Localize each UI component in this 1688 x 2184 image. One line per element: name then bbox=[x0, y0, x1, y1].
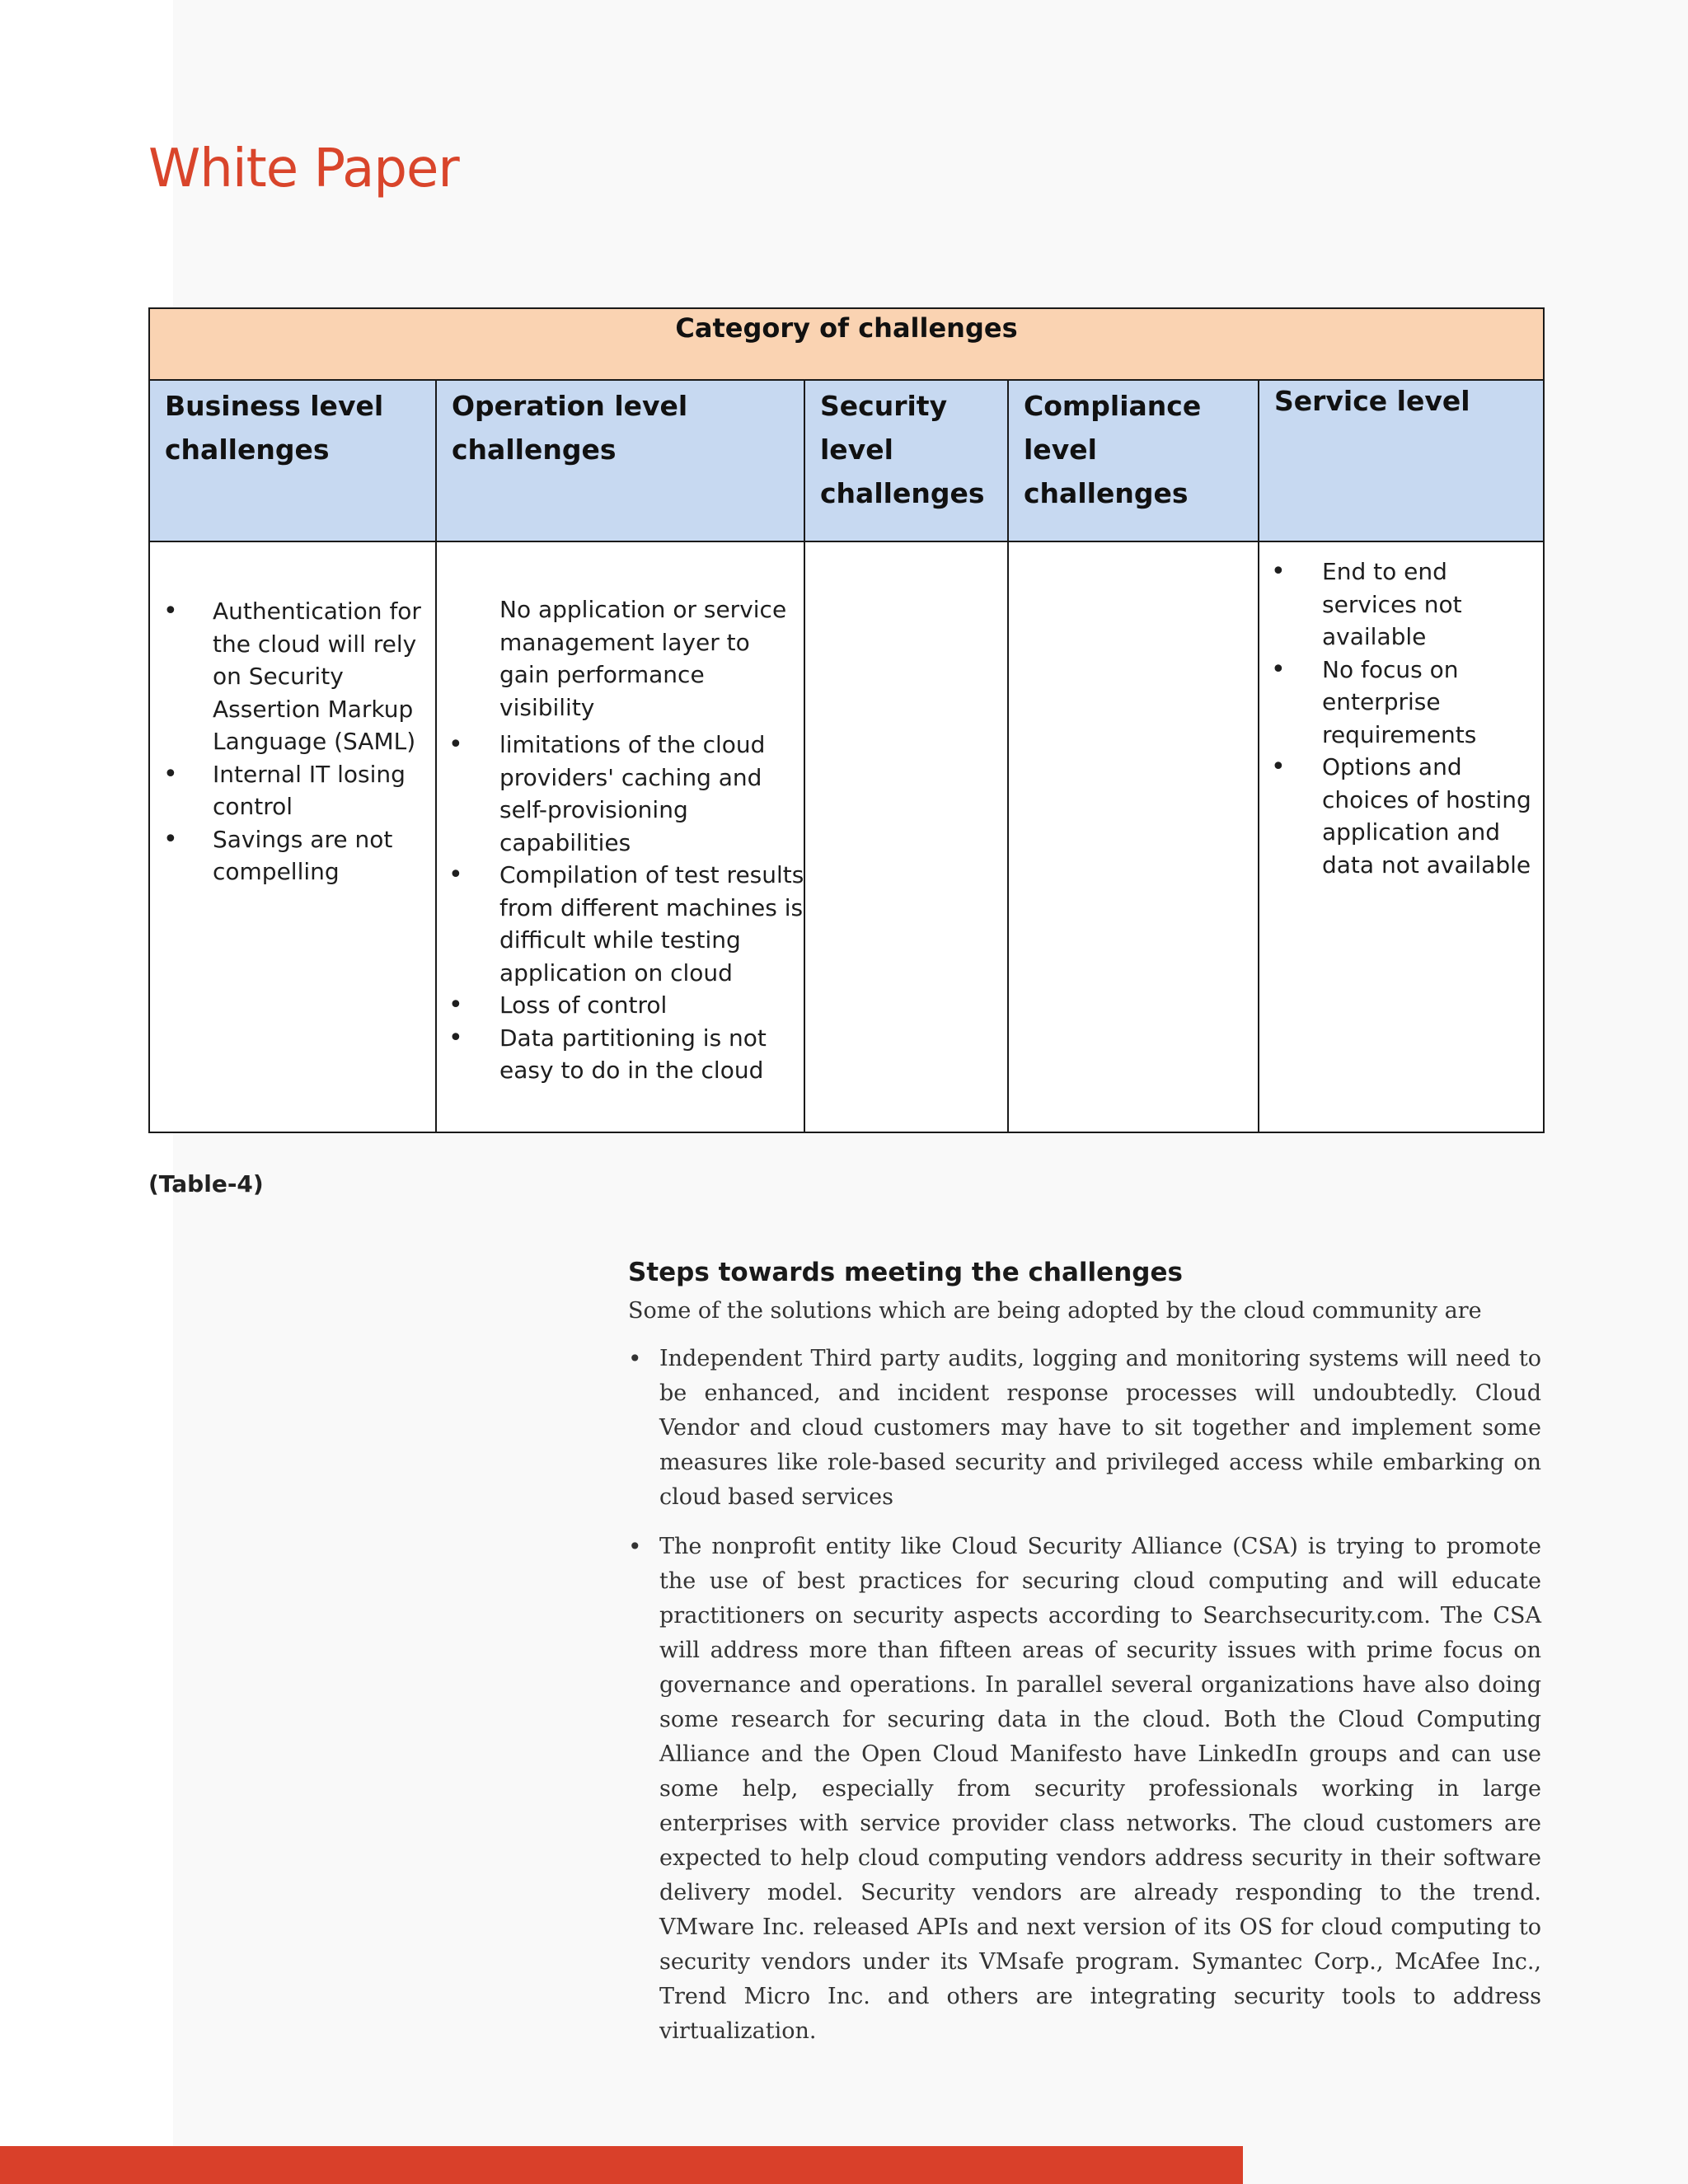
column-body-operation bbox=[435, 541, 805, 1133]
list-item: • End to end services not available bbox=[1322, 555, 1545, 654]
column-body-compliance bbox=[1007, 541, 1259, 1133]
list-item: • Loss of control bbox=[499, 989, 804, 1022]
column-header-business: Business level challenges bbox=[148, 379, 437, 542]
challenges-table bbox=[148, 307, 1545, 1133]
list-item: • Options and choices of hosting application and data not available bbox=[1322, 751, 1545, 881]
operation-lead-text: No application or service management layer to gain performance visibility bbox=[499, 596, 787, 721]
list-item: • limitations of the cloud providers' caching and self-provisioning capabilities bbox=[499, 729, 804, 859]
section-intro: Some of the solutions which are being adopted by the cloud community are bbox=[628, 1298, 1482, 1324]
list-item: • Data partitioning is not easy to do in the cloud bbox=[499, 1022, 804, 1087]
column-body-business bbox=[148, 541, 437, 1133]
column-body-service bbox=[1258, 541, 1545, 1133]
column-header-service: Service level bbox=[1258, 379, 1545, 542]
column-header-operation: Operation level challenges bbox=[435, 379, 805, 542]
page-header-title: White Paper bbox=[148, 138, 459, 199]
list-item: • No focus on enterprise requirements bbox=[1322, 654, 1545, 752]
list-item: • Authentication for the cloud will rely on Security Assertion Markup Language (SAML) bbox=[213, 595, 427, 758]
list-item: • Independent Third party audits, logging and monitoring systems will need to be enhanced, and incident response processes will undoubtedly. Cloud Vendor and cloud customers may have to sit together and implement some measures like role-based security and privileged access while embarking on cloud based services bbox=[628, 1342, 1541, 1515]
section-title: Steps towards meeting the challenges bbox=[628, 1258, 1183, 1287]
list-item: • Internal IT losing control bbox=[213, 758, 427, 823]
solutions-list bbox=[628, 1342, 1541, 2049]
column-body-security bbox=[804, 541, 1009, 1133]
column-header-compliance: Compliance level challenges bbox=[1007, 379, 1259, 542]
column-header-security: Security level challenges bbox=[804, 379, 1009, 542]
list-item: • Compilation of test results from different machines is difficult while testing application on cloud bbox=[499, 859, 804, 989]
table-caption: (Table-4) bbox=[148, 1170, 264, 1197]
list-item: • Savings are not compelling bbox=[213, 823, 427, 888]
table-category-title: Category of challenges bbox=[148, 307, 1545, 381]
list-item: • The nonprofit entity like Cloud Security Alliance (CSA) is trying to promote the use of best practices for securing cloud computing and will educate practitioners on security aspects according to Searchsecurity.com. The CSA will address more than fifteen areas of security issues with prime focus on governance and operations. In parallel several organizations have also doing some research for securing data in the cloud. Both the Cloud Computing Alliance and the Open Cloud Manifesto have LinkedIn groups and can use some help, especially from security professionals working in large enterprises with service provider class networks. The cloud customers are expected to help cloud computing vendors address security in their software delivery model. Security vendors are already responding to the trend. VMware Inc. released APIs and next version of its OS for cloud computing to security vendors under its VMsafe program. Symantec Corp., McAfee Inc., Trend Micro Inc. and others are integrating security tools to address virtualization. bbox=[628, 1530, 1541, 2049]
footer-accent-bar bbox=[0, 2146, 1243, 2184]
